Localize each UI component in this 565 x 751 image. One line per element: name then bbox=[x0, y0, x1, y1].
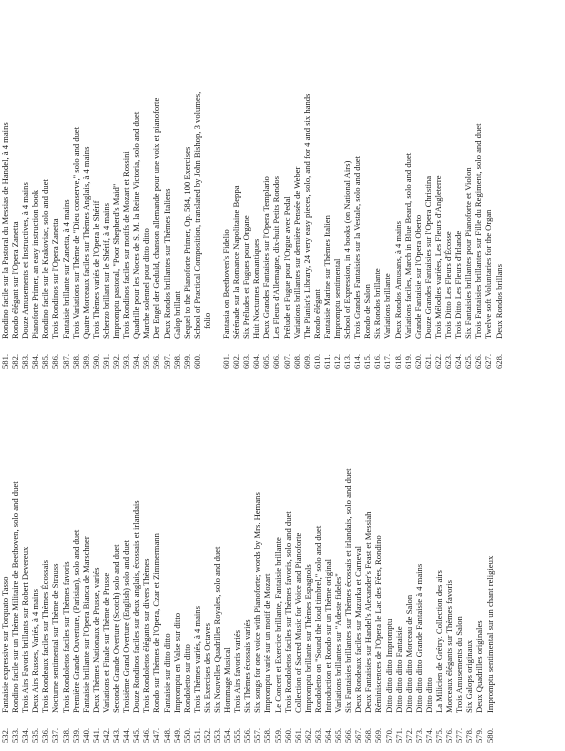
work-title: Six Exercises des Octaves bbox=[201, 623, 212, 713]
opus-number: 570. bbox=[383, 727, 394, 743]
opus-number bbox=[202, 339, 212, 369]
opus-number: 615. bbox=[362, 353, 373, 369]
opus-number: 558. bbox=[262, 727, 273, 743]
opus-number: 584. bbox=[30, 353, 41, 369]
opus-number: 621. bbox=[422, 353, 433, 369]
work-title: Seconde Grande Overture (Scotch) solo and duet bbox=[111, 544, 122, 713]
catalogue-entry bbox=[10, 368, 20, 743]
work-title: Prélude et Fugue pour l'Orgue avec Pedal bbox=[281, 196, 292, 339]
work-title: Fantaisie brillante sur Zanetta, à 4 mains bbox=[60, 199, 71, 339]
opus-number: 571. bbox=[393, 727, 404, 743]
opus-number: 537. bbox=[50, 727, 61, 743]
opus-number: 594. bbox=[131, 353, 142, 369]
opus-number: 569. bbox=[373, 727, 384, 743]
catalogue-entry bbox=[40, 368, 50, 743]
work-title: Douze Grandes Fantaisies sur l'Opera Christina bbox=[422, 175, 433, 339]
opus-number: 598. bbox=[171, 353, 182, 369]
opus-number: 627. bbox=[483, 353, 494, 369]
work-title: Morceaux élégants sur Thèmes favoris bbox=[444, 579, 455, 713]
work-title: Douze Amusements et Instructives, à 4 mains bbox=[20, 182, 31, 339]
opus-number: 534. bbox=[20, 727, 31, 743]
opus-number: 545. bbox=[131, 727, 142, 743]
work-title: Rondo élégant bbox=[311, 289, 322, 339]
work-title: Introduction et Rondo sur un Thème original bbox=[323, 558, 333, 713]
work-title: Trois Ditto Les Fleurs d'Irlande bbox=[453, 230, 464, 339]
work-title: Variations brillantes sur "Adeste fideles" bbox=[333, 573, 344, 713]
work-title: Deux Grandes Fantaisies sur l'Opera Templario bbox=[261, 176, 272, 339]
opus-number: 581. bbox=[0, 353, 10, 369]
work-title: The Pianist's Library, 24 very easy pieces, solo, and for 4 and six hands bbox=[301, 93, 312, 339]
work-title: Ditto ditto ditto Morceau de Salon bbox=[403, 594, 414, 713]
work-title: Réminiscences de l'Opera le Lac des Fées, Rondino bbox=[373, 535, 384, 713]
opus-number: 604. bbox=[251, 353, 262, 369]
work-title: Six Fantaisies brillantes sur Thèmes écossais et irlandais, solo and duet bbox=[343, 468, 354, 713]
opus-number: 557. bbox=[252, 727, 263, 743]
opus-number: 541. bbox=[90, 727, 101, 743]
opus-number: 566. bbox=[343, 727, 354, 743]
catalogue-entry bbox=[352, 0, 362, 369]
work-title: Trois Grandes Fantaisies sur la Vestale, solo and duet bbox=[352, 155, 363, 339]
opus-number: 548. bbox=[161, 727, 172, 743]
catalogue-entry bbox=[261, 0, 271, 369]
catalogue-entry bbox=[303, 368, 313, 743]
opus-number: 622. bbox=[432, 353, 443, 369]
opus-number: 560. bbox=[282, 727, 293, 743]
work-title: Rondino facile sur la Pastoral du Messias de Handel, à 4 mains bbox=[0, 122, 10, 339]
work-title: Deux Quadrilles originales bbox=[474, 620, 485, 713]
catalogue-entry bbox=[242, 368, 252, 743]
opus-number: 583. bbox=[20, 353, 31, 369]
work-title: Fantaisie sur ditto ditto bbox=[161, 633, 172, 713]
opus-number: 579. bbox=[474, 727, 485, 743]
catalogue-entry bbox=[423, 0, 433, 369]
work-title: Trois Rondeaux faciles sur Thèmes Écossais bbox=[40, 560, 51, 713]
opus-number: 589. bbox=[80, 353, 91, 369]
work-title: Fantaisie Marine sur Thèmes Italien bbox=[321, 215, 332, 339]
work-title: Impromptu sentimental bbox=[332, 258, 342, 339]
catalogue-entry bbox=[323, 368, 333, 743]
catalogue-entry bbox=[91, 0, 101, 369]
work-title: Impromptu brillante sur Thèmes Espagnols bbox=[302, 564, 313, 713]
work-title: Deux Rondos brillans bbox=[493, 264, 504, 339]
work-title: Fantaisie brillante sur l'Opera Bianca de Marschner bbox=[80, 536, 91, 713]
work-title: Rondino facile sur le Krakoviac, solo and duet bbox=[40, 179, 51, 339]
catalogue-entry bbox=[221, 0, 231, 369]
work-title: Ditto ditto bbox=[423, 677, 434, 713]
work-title: Six Rondos brillante bbox=[372, 268, 383, 339]
opus-number: 625. bbox=[463, 353, 474, 369]
opus-number: 536. bbox=[40, 727, 51, 743]
opus-number: 546. bbox=[141, 727, 152, 743]
work-title: Galop brillant bbox=[171, 291, 182, 339]
work-title: Deux Airs Russes, Variés, à 4 mains bbox=[30, 589, 41, 713]
catalogue-entry bbox=[40, 0, 50, 369]
opus-number: 565. bbox=[333, 727, 344, 743]
catalogue-entry bbox=[172, 368, 182, 743]
opus-number: 577. bbox=[454, 727, 465, 743]
opus-number: 592. bbox=[111, 353, 122, 369]
work-title: Deux Fantaisies sur Handel's Alexander's Feast et Messiah bbox=[363, 511, 374, 713]
catalogue-entry bbox=[202, 0, 212, 369]
work-title: Les Fleurs d'Allemagne, dix-huit Petits Rondos bbox=[271, 176, 282, 339]
work-title: Variations et Finale sur Thème de Prusse bbox=[100, 572, 111, 713]
catalogue-entry bbox=[101, 368, 111, 743]
catalogue-entry bbox=[252, 368, 262, 743]
opus-number: 613. bbox=[342, 353, 353, 369]
catalogue-section-581-600 bbox=[0, 0, 212, 369]
opus-number: 561. bbox=[292, 727, 303, 743]
work-title: Trois Fantaisies brillantes sur Fille du Regiment, solo and duet bbox=[473, 123, 484, 339]
opus-number: 538. bbox=[60, 727, 71, 743]
catalogue-entry bbox=[282, 0, 292, 369]
opus-number: 599. bbox=[181, 353, 192, 369]
work-title: Scherzo brillant sur le Shérif, à 4 mains bbox=[100, 202, 111, 339]
catalogue-entry bbox=[363, 368, 373, 743]
catalogue-entry bbox=[473, 0, 483, 369]
opus-number: 628. bbox=[493, 353, 504, 369]
opus-number: 574. bbox=[423, 727, 434, 743]
work-title: Six Nouvelles Quadrilles Royales, solo and duet bbox=[211, 546, 222, 713]
work-title: Rondoletto sur ditto bbox=[181, 644, 192, 713]
catalogue-entry bbox=[61, 368, 71, 743]
work-title: Deux Rondos brillantes sur Thèmes Italiens bbox=[161, 188, 172, 339]
catalogue-entry bbox=[343, 368, 353, 743]
opus-number: 572. bbox=[403, 727, 414, 743]
catalogue-entry bbox=[222, 368, 232, 743]
opus-number: 567. bbox=[353, 727, 364, 743]
catalogue-entry bbox=[353, 368, 363, 743]
work-title: Fantaisie expressive sur Torquato Tasso bbox=[0, 576, 10, 713]
catalogue-entry bbox=[20, 0, 30, 369]
catalogue-entry bbox=[444, 368, 454, 743]
opus-number: 609. bbox=[301, 353, 312, 369]
opus-number: 532. bbox=[0, 727, 10, 743]
opus-number: 590. bbox=[90, 353, 101, 369]
work-title: Collection of Sacred Music for Voice and Pianoforte bbox=[292, 532, 303, 713]
catalogue-entry bbox=[434, 368, 444, 743]
work-title: Variations faciles, March in Blue Beard, solo and duet bbox=[402, 152, 413, 339]
work-title: Six Préludes et Fugues pour Organe bbox=[241, 215, 252, 339]
work-title: Impromptu en Valse sur ditto bbox=[171, 612, 182, 713]
opus-number: 556. bbox=[242, 727, 253, 743]
opus-number: 597. bbox=[161, 353, 172, 369]
catalogue-entry bbox=[212, 368, 222, 743]
work-title: Variations brillante bbox=[382, 273, 393, 339]
catalogue-entry bbox=[403, 0, 413, 369]
work-title: Rondo sur Thèmes de l'Opera, Czar et Zimmermann bbox=[151, 533, 162, 713]
work-title: Troisième Grand Overture (English) solo and duet bbox=[121, 540, 132, 713]
work-title: Impromptu pastoral, "Poor Shepherd's Maid" bbox=[111, 183, 122, 339]
opus-number: 607. bbox=[281, 353, 292, 369]
opus-number: 559. bbox=[272, 727, 283, 743]
section-gap bbox=[212, 0, 221, 369]
opus-number: 601. bbox=[220, 353, 231, 369]
opus-number: 555. bbox=[232, 727, 243, 743]
opus-number: 580. bbox=[484, 727, 495, 743]
opus-number: 544. bbox=[121, 727, 132, 743]
catalogue-entry bbox=[384, 368, 394, 743]
catalogue-entry bbox=[121, 368, 131, 743]
catalogue-entry bbox=[273, 368, 283, 743]
opus-number: 540. bbox=[80, 727, 91, 743]
catalogue-entry bbox=[494, 0, 504, 369]
work-title: Trois Rondoletos faciles sur Thèmes favoris bbox=[60, 561, 71, 713]
work-title: Trois Rondinos sur l'Opera Zanetta bbox=[50, 218, 61, 339]
work-title: Marche solennel pour ditto ditto bbox=[141, 228, 152, 339]
opus-number: 605. bbox=[261, 353, 272, 369]
catalogue-entry bbox=[192, 368, 202, 743]
work-title: Ditto ditto ditto Impromptu bbox=[383, 618, 394, 713]
catalogue-entry bbox=[91, 368, 101, 743]
work-title: Nocturne sentimental sur Thème de Strauss bbox=[50, 563, 61, 713]
catalogue-entry bbox=[373, 368, 383, 743]
opus-number: 575. bbox=[434, 727, 445, 743]
opus-number: 550. bbox=[181, 727, 192, 743]
work-title: Deux Thèmes Nationaux de Prusse, variés bbox=[90, 567, 101, 713]
catalogue-entry bbox=[404, 368, 414, 743]
work-title: Fantasia on Beethoven's Fidelio bbox=[220, 229, 231, 339]
opus-number: 611. bbox=[321, 354, 332, 369]
work-title: Der Engel der Geduld, chanson allemande pour une voix et pianoforte bbox=[151, 97, 162, 339]
opus-number: 588. bbox=[70, 353, 81, 369]
opus-number: 587. bbox=[60, 353, 71, 369]
work-title: Trois Amusements du Salon bbox=[454, 616, 465, 713]
catalogue-entry bbox=[464, 368, 474, 743]
catalogue-entry bbox=[162, 0, 172, 369]
catalogue-entry bbox=[454, 368, 464, 743]
opus-number: 578. bbox=[464, 727, 475, 743]
opus-number: 610. bbox=[311, 353, 322, 369]
work-title: Quatre Morceaux faciles sur Thèmes Anglais, à 4 mains bbox=[80, 146, 91, 339]
opus-number: 551. bbox=[191, 727, 202, 743]
opus-number: 593. bbox=[121, 353, 132, 369]
catalogue-entry bbox=[50, 368, 60, 743]
catalogue-entry bbox=[313, 368, 323, 743]
opus-number: 595. bbox=[141, 353, 152, 369]
opus-number: 624. bbox=[453, 353, 464, 369]
catalogue-entry bbox=[394, 368, 404, 743]
catalogue-entry bbox=[30, 0, 40, 369]
catalogue-entry bbox=[231, 0, 241, 369]
opus-number: 576. bbox=[444, 727, 455, 743]
work-title: Trois Ditto Les Fleurs d'Écosse bbox=[443, 231, 454, 339]
work-title: Six songs for one voice with Pianoforte; words by Mrs. Hemans bbox=[252, 492, 263, 713]
opus-number: 585. bbox=[40, 353, 51, 369]
opus-number: 533. bbox=[10, 727, 21, 743]
catalogue-entry bbox=[81, 368, 91, 743]
work-title: folio bbox=[201, 312, 212, 329]
work-title: Impromptu sentimental sur un chant religieux bbox=[484, 555, 495, 713]
catalogue-entry bbox=[293, 368, 303, 743]
work-title: Ditto ditto ditto Fantaisie bbox=[393, 626, 404, 713]
work-title: Sequel to the Pianoforte Primer, Op. 584, 100 Exercises bbox=[181, 146, 192, 339]
work-title: Trois Variations sur Thème de "Dieu conserve," solo and duet bbox=[70, 126, 81, 339]
work-title: Trois Rondinos faciles sur motifs de Mozart et Rossini bbox=[121, 151, 132, 339]
catalogue-entry bbox=[474, 368, 484, 743]
work-title: Variations brillantes sur dernière Pensée de Weber bbox=[291, 166, 302, 339]
catalogue-entry bbox=[151, 368, 161, 743]
work-title: Trois Rondoletos faciles sur Thèmes favoris, solo and duet bbox=[282, 511, 293, 713]
catalogue-entry bbox=[302, 0, 312, 369]
catalogue-entry bbox=[192, 0, 202, 369]
work-title: Quadrille pour les Noces de S. M. la Reine Victoria, solo and duet bbox=[131, 111, 142, 339]
opus-number: 618. bbox=[392, 353, 403, 369]
catalogue-entry bbox=[333, 368, 343, 743]
work-title: Trois Airs favoris variés bbox=[232, 630, 243, 713]
catalogue-entry bbox=[61, 0, 71, 369]
opus-number: 602. bbox=[231, 353, 242, 369]
catalogue-entry bbox=[433, 0, 443, 369]
opus-number: 547. bbox=[151, 727, 162, 743]
opus-number: 552. bbox=[201, 727, 212, 743]
work-title: Pianoforte Primer, an easy instruction book bbox=[30, 189, 41, 339]
work-title: Le Concert et Exercice brillante, Fantaisie brillante bbox=[272, 537, 283, 713]
work-title: Douze Rondinos faciles sur deux anglais, écossais et irlandais bbox=[131, 500, 142, 713]
catalogue-entry bbox=[141, 0, 151, 369]
opus-number: 623. bbox=[443, 353, 454, 369]
opus-number: 620. bbox=[412, 353, 423, 369]
catalogue-entry bbox=[162, 368, 172, 743]
opus-number: 582. bbox=[10, 353, 21, 369]
catalogue-entry bbox=[443, 0, 453, 369]
catalogue-entry bbox=[382, 0, 392, 369]
opus-number: 549. bbox=[171, 727, 182, 743]
opus-number: 606. bbox=[271, 353, 282, 369]
catalogue-entry bbox=[414, 368, 424, 743]
work-title: Trois Thèmes variés, à 4 mains bbox=[191, 606, 202, 713]
opus-number: 619. bbox=[402, 353, 413, 369]
work-title: Six Fantaisies brillantes pour Pianoforte et Violon bbox=[463, 167, 474, 339]
work-title: Twelve soft Voluntaries for the Organ bbox=[483, 209, 494, 339]
work-title: Trois Mélodies variées, Les Fleurs d'Angleterre bbox=[432, 175, 443, 339]
catalogue-entry bbox=[251, 0, 261, 369]
catalogue-entry bbox=[283, 368, 293, 743]
opus-number: 568. bbox=[363, 727, 374, 743]
opus-number: 543. bbox=[111, 727, 122, 743]
catalogue-section-601-628 bbox=[221, 0, 504, 369]
catalogue-column-right bbox=[0, 0, 504, 369]
opus-number: 612. bbox=[332, 353, 342, 369]
work-title: Six Galops originaux bbox=[464, 639, 475, 713]
catalogue-entry bbox=[262, 368, 272, 743]
opus-number: 614. bbox=[352, 353, 363, 369]
catalogue-entry bbox=[0, 368, 10, 743]
opus-number: 608. bbox=[291, 353, 302, 369]
catalogue-entry bbox=[241, 0, 251, 369]
catalogue-entry bbox=[312, 0, 322, 369]
opus-number: 535. bbox=[30, 727, 41, 743]
opus-number: 616. bbox=[372, 353, 383, 369]
work-title: Rondo élégant sur l'Opera Zanetta bbox=[10, 221, 21, 339]
work-title: Trois Thèmes variés de l'Opera le Shérif bbox=[90, 200, 101, 339]
catalogue-entry bbox=[131, 0, 141, 369]
opus-number: 554. bbox=[222, 727, 233, 743]
catalogue-entry bbox=[50, 0, 60, 369]
catalogue-entry bbox=[141, 368, 151, 743]
catalogue-column-left bbox=[0, 368, 495, 743]
opus-number: 591. bbox=[100, 353, 111, 369]
catalogue-entry bbox=[71, 0, 81, 369]
catalogue-entry bbox=[485, 368, 495, 743]
opus-number: 600. bbox=[191, 353, 202, 369]
catalogue-entry bbox=[271, 0, 281, 369]
work-title: Hommage Musical bbox=[222, 647, 233, 713]
catalogue-entry bbox=[393, 0, 403, 369]
catalogue-entry bbox=[30, 368, 40, 743]
catalogue-entry bbox=[10, 0, 20, 369]
catalogue-entry bbox=[424, 368, 434, 743]
opus-number: 542. bbox=[100, 727, 111, 743]
catalogue-entry bbox=[232, 368, 242, 743]
catalogue-entry bbox=[81, 0, 91, 369]
catalogue-entry bbox=[131, 368, 141, 743]
catalogue-entry bbox=[20, 368, 30, 743]
work-title: Trois Rondoletos élégants sur divers Thèmes bbox=[141, 558, 152, 713]
work-title: Première Grande Ouverture, (Parisian), solo and duet bbox=[70, 529, 81, 713]
catalogue-entry bbox=[202, 368, 212, 743]
catalogue-entry bbox=[332, 0, 342, 369]
catalogue-entry bbox=[121, 0, 131, 369]
catalogue-entry bbox=[322, 0, 332, 369]
catalogue-entry bbox=[483, 0, 493, 369]
work-title: Ditto ditto ditto Grande Fantaisie à 4 mains bbox=[413, 563, 424, 713]
catalogue-entry bbox=[151, 0, 161, 369]
catalogue-entry bbox=[182, 0, 192, 369]
opus-number: 626. bbox=[473, 353, 484, 369]
work-title: Deux Rondeaux faciles sur Mazurka et Carneval bbox=[353, 545, 364, 713]
catalogue-entry bbox=[453, 0, 463, 369]
work-title: Deux Rondos Amusans, à 4 mains bbox=[392, 221, 403, 339]
work-title: Sérénade sur la Romance Napolitaine Beppa bbox=[231, 185, 242, 339]
opus-number: 573. bbox=[413, 727, 424, 743]
opus-number: 539. bbox=[70, 727, 81, 743]
opus-number: 596. bbox=[151, 353, 162, 369]
work-title: Huit Nocturnes Romantiques bbox=[251, 238, 262, 339]
work-title: Trois Airs Favoris brillants sur Robert Devereux bbox=[20, 546, 31, 713]
work-title: School of Practical Composition, translated by John Bishop, 3 volumes, bbox=[191, 91, 202, 339]
catalogue-entry bbox=[111, 0, 121, 369]
catalogue-entry bbox=[292, 0, 302, 369]
opus-number: 564. bbox=[323, 727, 333, 743]
catalogue-entry bbox=[111, 368, 121, 743]
opus-number: 617. bbox=[382, 353, 393, 369]
catalogue-entry bbox=[182, 368, 192, 743]
work-title: Rondo de Salon bbox=[362, 284, 373, 339]
work-title: Rondoletto on "Sound the loud timbrel," solo and duet bbox=[312, 525, 323, 713]
catalogue-entry bbox=[362, 0, 372, 369]
catalogue-entry bbox=[101, 0, 111, 369]
work-title: La Milicien de Grétry. Collection des airs bbox=[434, 570, 445, 713]
work-title: School of Expression, in 4 books (on National Airs) bbox=[342, 160, 353, 339]
catalogue-entry bbox=[463, 0, 473, 369]
catalogue-entry bbox=[0, 0, 10, 369]
catalogue-entry bbox=[172, 0, 182, 369]
opus-number: 562. bbox=[302, 727, 313, 743]
work-title: Impromptu varié sur un motif de Mozart bbox=[262, 573, 273, 713]
catalogue-entry bbox=[413, 0, 423, 369]
work-title: Six Thèmes écossais variés bbox=[242, 619, 253, 713]
catalogue-entry bbox=[71, 368, 81, 743]
opus-number: 563. bbox=[312, 727, 323, 743]
work-title: Rondino facile sur un Thème Militaire de Beethoven, solo and duet bbox=[10, 481, 21, 713]
opus-number: 586. bbox=[50, 353, 61, 369]
opus-number: 603. bbox=[241, 353, 252, 369]
catalogue-entry bbox=[342, 0, 352, 369]
catalogue-entry bbox=[372, 0, 382, 369]
work-title: Grande Fantaisie sur l'Opera Oberto bbox=[412, 214, 423, 339]
opus-number: 553. bbox=[211, 727, 222, 743]
